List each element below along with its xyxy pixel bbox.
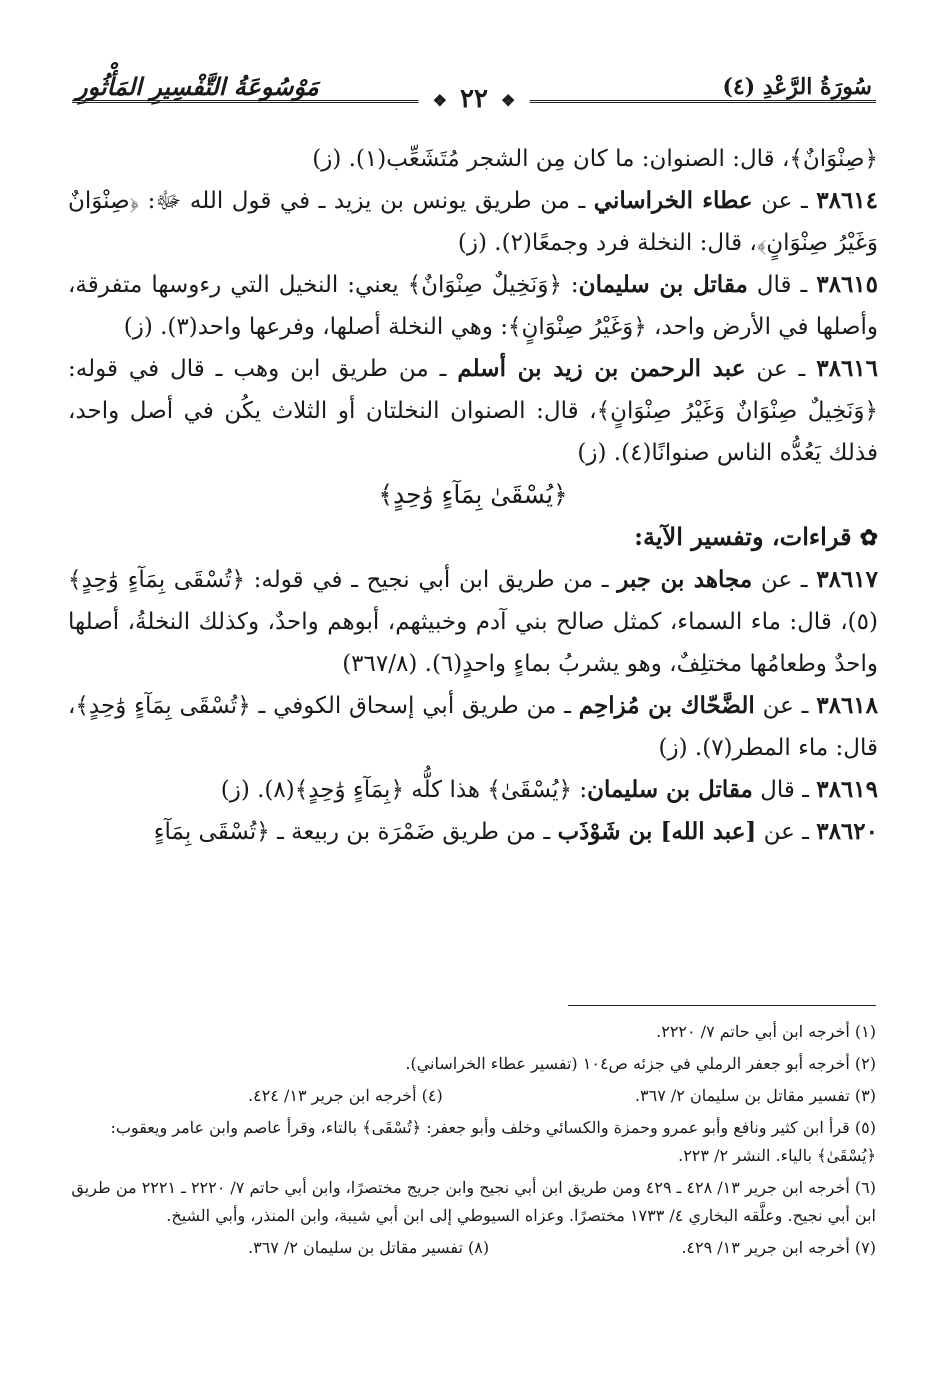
entry-number: ٣٨٦١٥	[816, 271, 879, 298]
page-number-box	[419, 84, 530, 114]
footnote-3: (٣) تفسير مقاتل بن سليمان ٢/ ٣٦٧.	[634, 1086, 876, 1105]
footnote-separator	[568, 1005, 876, 1006]
ornament-icon: ❖	[432, 90, 447, 110]
main-text	[68, 138, 878, 853]
entry-number: ٣٨٦٢٠	[816, 818, 878, 845]
entry-text: ـ من طريق ضَمْرَة بن ربيعة ـ ﴿تُسْقَى بِمَآءٍ	[153, 819, 551, 845]
narrator-name: [عبد الله] بن شَوْذَب	[557, 818, 757, 845]
entry-prefix: ـ قال	[756, 272, 808, 298]
book-title: مَوْسُوعَةُ التَّفْسِيرِ المَأْثُورِ	[76, 72, 319, 101]
entry-text: ـ من طريق ابن وهب ـ قال في قوله: ﴿وَنَخِيلٌ صِنْوَانٌ وَغَيْرُ صِنْوَانٍ﴾، قال: الصنوان النخلتان أو الثلاث يكُن في أصل واحد، فذلك يَعُدُّه الناس صنوانًا(٤). (ز)	[68, 356, 878, 466]
entry-prefix: ـ قال	[760, 777, 809, 803]
footnote-4: (٤) أخرجه ابن جرير ١٣/ ٤٢٤.	[248, 1086, 443, 1105]
entry-38615	[68, 264, 878, 348]
entry-number: ٣٨٦١٨	[816, 692, 879, 719]
verse-heading: ﴿يُسْقَىٰ بِمَآءٍ وَٰحِدٍ﴾	[378, 480, 568, 509]
entry-text: ـ من طريق ابن أبي نجيح ـ في قوله: ﴿تُسْقَى بِمَآءٍ وَٰحِدٍ﴾(٥)، قال: ماء السماء، كمثل صالح بني آدم وخبيثهم، أبوهم واحدٌ، وكذلك النخلةُ، أصلها واحدٌ وطعامُها مختلِفٌ، وهو يشربُ بماءٍ واحدٍ(٦). (٣٦٧/٨)	[68, 567, 878, 677]
footnote-row	[68, 1234, 876, 1262]
entry-text: ـ من طريق يونس بن يزيد ـ في قول الله ﷻ: ﴿صِنْوَانٌ وَغَيْرُ صِنْوَانٍ﴾، قال: النخلة فرد وجمعًا(٢). (ز)	[68, 188, 878, 256]
entry-38619	[68, 769, 878, 811]
entry-prefix: ـ عن	[763, 819, 809, 845]
entry-38618	[68, 685, 878, 769]
narrator-name: عبد الرحمن بن زيد بن أسلم	[457, 355, 746, 382]
entry-continuation: ﴿صِنْوَانٌ﴾، قال: الصنوان: ما كان مِن الشجر مُتَشَعِّب(١). (ز)	[312, 146, 878, 172]
entry-38617	[68, 559, 878, 685]
entry-38616	[68, 348, 878, 474]
entry-text: : ﴿وَنَخِيلٌ صِنْوَانٌ﴾ يعني: النخيل التي رءوسها متفرقة، وأصلها في الأرض واحد، ﴿وَغَيْرُ صِنْوَانٍ﴾: وهي النخلة أصلها، وفرعها واحد(٣). (ز)	[68, 272, 878, 340]
entry-text: ـ من طريق أبي إسحاق الكوفي ـ ﴿تُسْقَى بِمَآءٍ وَٰحِدٍ﴾، قال: ماء المطر(٧). (ز)	[68, 693, 878, 761]
entry-38614	[68, 180, 878, 264]
page-number: ٢٢	[460, 84, 488, 114]
entry-prefix: ـ عن	[760, 567, 808, 593]
entry-prefix: ـ عن	[756, 356, 806, 382]
footnote-2: (٢) أخرجه أبو جعفر الرملي في جزئه ص١٠٤ (تفسير عطاء الخراساني).	[405, 1054, 876, 1073]
footnote-6: (٦) أخرجه ابن جرير ١٣/ ٤٢٨ ـ ٤٢٩ ومن طريق ابن أبي نجيح وابن جريج مختصرًا، وابن أبي حاتم ٧/ ٢٢٢٠ ـ ٢٢٢١ من طريق ابن أبي نجيح. وعلَّقه البخاري ٤/ ١٧٣٣ مختصرًا. وعزاه السيوطي إلى ابن أبي شيبة، وابن المنذر، وأبي الشيخ.	[71, 1178, 876, 1225]
running-header	[72, 62, 876, 122]
entry-number: ٣٨٦١٦	[816, 355, 879, 382]
entry-number: ٣٨٦١٤	[816, 187, 879, 214]
footnotes	[68, 1018, 876, 1266]
footnote-1: (١) أخرجه ابن أبي حاتم ٧/ ٢٢٢٠.	[656, 1022, 876, 1041]
footnote-8: (٨) تفسير مقاتل بن سليمان ٢/ ٣٦٧.	[248, 1238, 490, 1257]
narrator-name: عطاء الخراساني	[593, 187, 753, 214]
narrator-name: مجاهد بن جبر	[617, 566, 753, 593]
narrator-name: مقاتل بن سليمان	[578, 271, 748, 298]
footnote-row	[68, 1082, 876, 1110]
footnote-7: (٧) أخرجه ابن جرير ١٣/ ٤٢٩.	[681, 1238, 876, 1257]
entry-prefix: ـ عن	[761, 188, 808, 214]
entry-number: ٣٨٦١٩	[816, 776, 878, 803]
ornament-icon: ❖	[501, 90, 516, 110]
narrator-name: الضَّحّاك بن مُزاحِم	[578, 692, 755, 719]
surah-title: سُورَةُ الرَّعْدِ (٤)	[722, 74, 872, 100]
narrator-name: مقاتل بن سليمان	[587, 776, 753, 803]
entry-38620	[68, 811, 878, 853]
footnote-5: (٥) قرأ ابن كثير ونافع وأبو عمرو وحمزة والكسائي وخلف وأبو جعفر: ﴿تُسْقَى﴾ بالتاء، وقرأ عاصم وابن عامر ويعقوب: ﴿يُسْقَىٰ﴾ بالياء. النشر ٢/ ٢٢٣.	[110, 1118, 876, 1165]
flower-icon: ✿	[859, 525, 878, 551]
section-heading	[68, 516, 878, 559]
entry-number: ٣٨٦١٧	[816, 566, 879, 593]
section-title: قراءات، وتفسير الآية:	[634, 522, 852, 551]
entry-text: : ﴿يُسْقَىٰ﴾ هذا كلُّه ﴿بِمَآءٍ وَٰحِدٍ﴾(٨). (ز)	[220, 777, 588, 803]
entry-prefix: ـ عن	[762, 693, 809, 719]
